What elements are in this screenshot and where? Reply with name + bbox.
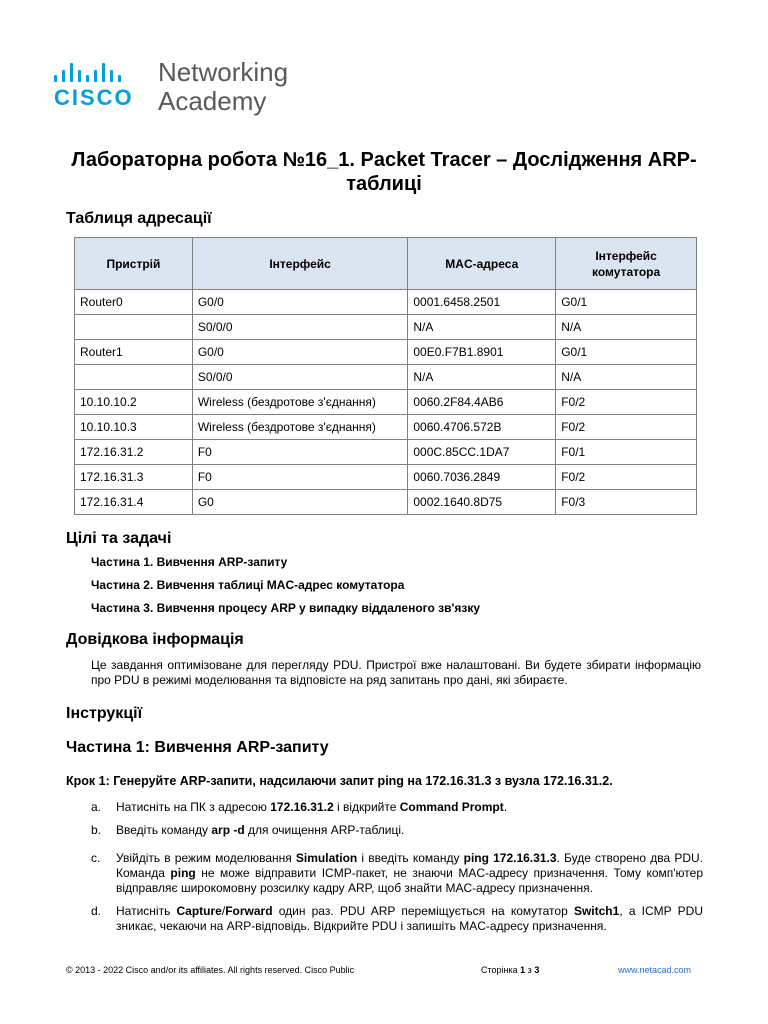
table-row [75,440,697,465]
table-row [75,465,697,490]
table-cell: Wireless (бездротове з'єднання) [192,390,408,415]
table-cell: S0/0/0 [192,315,408,340]
column-header: Інтерфейс [192,238,408,290]
table-cell: 0060.7036.2849 [408,465,556,490]
table-cell: F0/3 [556,490,697,515]
page-title: Лабораторна робота №16_1. Packet Tracer – Дослідження ARP-таблиці [71,149,697,195]
cisco-networking-academy-logo [54,56,314,118]
cisco-wordmark: CISCO [54,85,134,110]
logo-networking: Networking [158,57,289,87]
footer-site-link[interactable]: www.netacad.com [618,965,692,975]
objective-part-3: Частина 3. Вивчення процесу ARP у випадку віддаленого зв'язку [91,601,480,615]
part1-heading: Частина 1: Вивчення ARP-запиту [66,739,329,756]
table-cell: 00E0.F7B1.8901 [408,340,556,365]
table-cell: G0/1 [556,340,697,365]
table-row [75,365,697,390]
table-cell: 10.10.10.2 [75,390,193,415]
footer-copyright: © 2013 - 2022 Cisco and/or its affiliates. All rights reserved. Cisco Public [66,965,355,975]
table-cell [75,365,193,390]
background-heading: Довідкова інформація [66,631,244,648]
table-cell: F0 [192,465,408,490]
table-cell [75,315,193,340]
objectives-heading: Цілі та задачі [66,530,172,547]
table-cell: F0 [192,440,408,465]
table-cell: F0/2 [556,390,697,415]
table-row [75,390,697,415]
column-header: Інтерфейс комутатора [556,238,697,290]
list-item-d: d. Натисніть Capture/Forward один раз. PDU ARP переміщується на комутатор Switch1, а ICMP PDU зникає, чекаючи на ARP-відповідь. Відкрийте PDU і запишіть MAC-адресу призначення. [91,904,703,933]
table-header-row [75,238,697,290]
table-row [75,290,697,315]
objective-part-1: Частина 1. Вивчення ARP-запиту [91,555,288,569]
table-cell: 0060.2F84.4AB6 [408,390,556,415]
table-cell: 000C.85CC.1DA7 [408,440,556,465]
table-row [75,315,697,340]
table-cell: F0/1 [556,440,697,465]
table-cell: G0 [192,490,408,515]
list-item-a: a. Натисніть на ПК з адресою 172.16.31.2 і відкрийте Command Prompt. [91,800,508,814]
table-cell: Router0 [75,290,193,315]
table-cell: F0/2 [556,415,697,440]
table-cell: 172.16.31.3 [75,465,193,490]
addressing-heading: Таблиця адресації [66,210,212,227]
table-row [75,415,697,440]
table-cell: 172.16.31.2 [75,440,193,465]
table-cell: N/A [408,365,556,390]
table-cell: Wireless (бездротове з'єднання) [192,415,408,440]
table-cell: G0/1 [556,290,697,315]
footer-page-number: Сторінка 1 з 3 [481,965,540,975]
table-cell: N/A [556,315,697,340]
table-row [75,340,697,365]
objective-part-2: Частина 2. Вивчення таблиці MAC-адрес комутатора [91,578,405,592]
background-text: Це завдання оптимізоване для перегляду PDU. Пристрої вже налаштовані. Ви будете збирати інформацію про PDU в режимі моделювання та відповісте на ряд запитань про дані, які збираєте. [91,658,701,687]
table-cell: F0/2 [556,465,697,490]
instructions-heading: Інструкції [66,705,143,722]
table-cell: S0/0/0 [192,365,408,390]
table-cell: N/A [408,315,556,340]
table-row [75,490,697,515]
step-1-heading: Крок 1: Генеруйте ARP-запити, надсилаючи запит ping на 172.16.31.3 з вузла 172.16.31.2. [66,774,613,788]
table-cell: G0/0 [192,290,408,315]
column-header: MAC-адреса [408,238,556,290]
column-header: Пристрій [75,238,193,290]
table-cell: 0001.6458.2501 [408,290,556,315]
list-item-b: b. Введіть команду arp -d для очищення ARP-таблиці. [91,823,405,837]
table-cell: 0060.4706.572B [408,415,556,440]
logo-academy: Academy [158,86,267,116]
table-cell: Router1 [75,340,193,365]
table-cell: 172.16.31.4 [75,490,193,515]
addressing-table [74,237,697,515]
table-cell: N/A [556,365,697,390]
cisco-bars-icon [54,62,146,82]
list-item-c: c. Увійдіть в режим моделювання Simulation і введіть команду ping 172.16.31.3. Буде створено два PDU. Команда ping не може відправити ICMP-пакет, не знаючи MAC-адресу призначення. Тому комп'ютер відправляє широкомовну розсилку кадру ARP, щоб знайти MAC-адресу призначення. [91,851,703,895]
table-cell: G0/0 [192,340,408,365]
table-cell: 0002.1640.8D75 [408,490,556,515]
table-cell: 10.10.10.3 [75,415,193,440]
